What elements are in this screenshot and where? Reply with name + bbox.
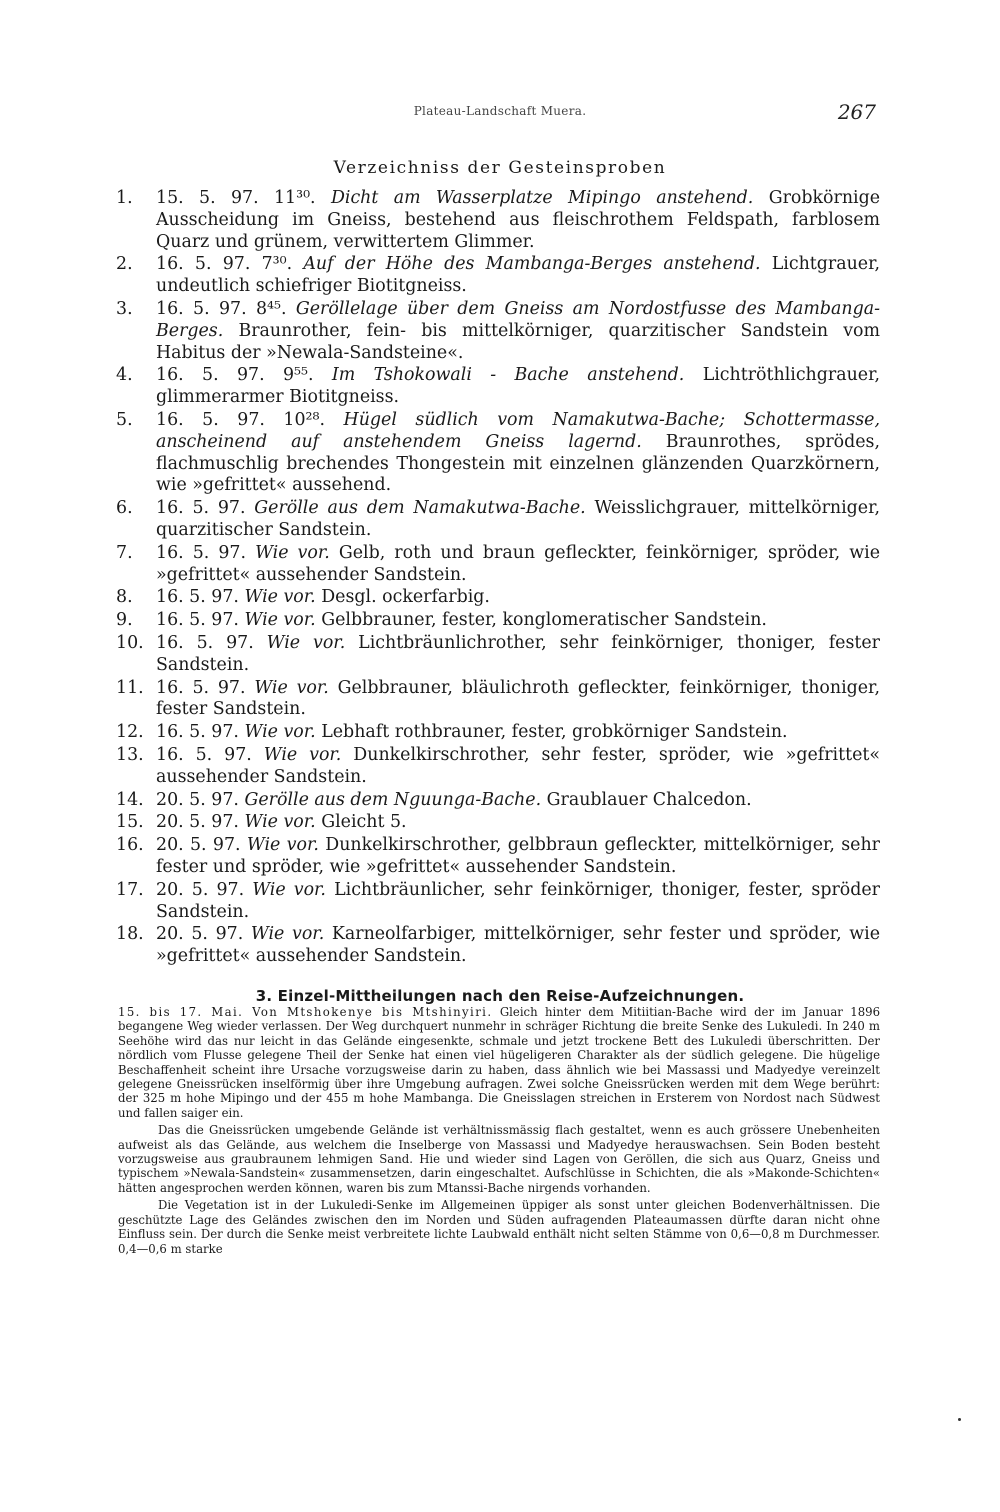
entry-body bbox=[156, 924, 880, 968]
entry-body bbox=[156, 880, 880, 924]
entry-description: Gelbbrauner, bläulichroth gefleckter, feinkörniger, thoniger, fester Sandstein. bbox=[156, 677, 880, 720]
list-item bbox=[116, 835, 880, 879]
entry-number: 15. bbox=[116, 812, 144, 833]
list-item bbox=[116, 633, 880, 677]
sample-list bbox=[116, 188, 880, 968]
list-item bbox=[116, 880, 880, 924]
entry-description: Gelb, roth und braun gefleckter, feinkörniger, spröder, wie »gefrittet« aussehender Sandstein. bbox=[156, 542, 880, 585]
paragraph-text: Gleich hinter dem Mitiitian-Bache wird der im Januar 1896 begangene Weg wieder verlassen. Der Weg durchquert nunmehr in schräger Richtung die breite Senke des Lukuledi. In 240 m Seehöhe wird das nur leicht in das Gelände eingesenkte, schmale und jetzt trockene Bett des Lukuledi überschritten. Der nördlich vom Flusse gelegene Theil der Senke hat einen viel hügeligeren Charakter als der südlich gelegene. Die hügelige Beschaffenheit scheint ihre Ursache vorzugsweise darin zu haben, dass ähnlich wie bei Massassi und Madyedye vereinzelt gelegene Gneissrücken inselförmig über ihre Umgebung aufragen. Zwei solche Gneissrücken werden mit dem Wege berührt: der 325 m hohe Mipingo und der 455 m hohe Mambanga. Die Gneisslagen streichen in Ersterem von Nordost nach Südwest und fallen saiger ein. bbox=[118, 1005, 881, 1120]
entry-location: Wie vor. bbox=[252, 879, 326, 900]
entry-date: 16. 5. 97. bbox=[156, 632, 254, 653]
list-item bbox=[116, 722, 880, 744]
entry-description: Gelbbrauner, fester, konglomeratischer Sandstein. bbox=[321, 610, 767, 631]
entry-description: Lichtröthlichgrauer, glimmerarmer Biotitgneiss. bbox=[156, 365, 880, 408]
entry-description: Lichtbräunlichrother, sehr feinkörniger, thoniger, fester Sandstein. bbox=[156, 632, 880, 675]
entry-location: Geröllelage über dem Gneiss am Nordostfusse des Mambanga-Berges. bbox=[156, 298, 880, 341]
entry-number: 3. bbox=[116, 298, 133, 319]
entry-number: 17. bbox=[116, 879, 144, 900]
entry-date: 16. 5. 97. 8⁴⁵. bbox=[156, 298, 287, 319]
entry-description: Braunrothes, sprödes, flachmuschlig brechendes Thongestein mit einzelnen glänzenden Quarzkörnern, wie »gefrittet« aussehend. bbox=[156, 431, 880, 496]
section-heading: 3. Einzel-Mittheilungen nach den Reise-Aufzeichnungen. bbox=[255, 987, 745, 1005]
entry-description: Karneolfarbiger, mittelkörniger, sehr fester und spröder, wie »gefrittet« aussehender Sandstein. bbox=[156, 924, 880, 967]
entry-number: 13. bbox=[116, 744, 144, 765]
entry-body bbox=[156, 812, 880, 834]
paragraph-lead: 15. bis 17. Mai. Von Mtshokenye bis Mtshinyiri. bbox=[118, 1005, 493, 1019]
entry-body bbox=[156, 835, 880, 879]
entry-number: 12. bbox=[116, 722, 144, 743]
entry-body bbox=[156, 745, 880, 789]
entry-number: 9. bbox=[116, 610, 133, 631]
entry-location: Hügel südlich vom Namakutwa-Bache; Schottermasse, anscheinend auf anstehendem Gneiss lagernd. bbox=[156, 409, 881, 452]
entry-date: 16. 5. 97. bbox=[156, 542, 247, 563]
entry-description: Grobkörnige Ausscheidung im Gneiss, bestehend aus fleischrothem Feldspath, farblosem Quarz und grünem, verwittertem Glimmer. bbox=[156, 188, 881, 252]
list-title: Verzeichniss der Gesteinsproben bbox=[333, 158, 667, 178]
entry-number: 14. bbox=[116, 789, 144, 810]
entry-description: Lichtbräunlicher, sehr feinkörniger, thoniger, fester, spröder Sandstein. bbox=[156, 879, 880, 922]
entry-location: Auf der Höhe des Mambanga-Berges anstehend. bbox=[303, 254, 761, 275]
entry-date: 20. 5. 97. bbox=[156, 812, 239, 833]
entry-body bbox=[156, 610, 880, 632]
entry-date: 16. 5. 97. bbox=[156, 587, 239, 608]
entry-number: 7. bbox=[116, 542, 133, 563]
entry-description: Braunrother, fein- bis mittelkörniger, quarzitischer Sandstein vom Habitus der »Newala-Sandsteine«. bbox=[156, 320, 881, 363]
entry-date: 16. 5. 97. 10²⁸. bbox=[156, 409, 326, 430]
entry-number: 1. bbox=[116, 188, 133, 208]
entry-date: 16. 5. 97. 7³⁰. bbox=[156, 254, 293, 275]
paragraph: Das die Gneissrücken umgebende Gelände ist verhältnissmässig flach gestaltet, wenn es auch grössere Unebenheiten aufweist als das Gelände, aus welchem die Inselberge von Massassi und Madyedye herauswachsen. Sein Boden besteht vorzugsweise aus graubraunem lehmigen Sand. Hie und wieder sind Lagen von Geröllen, die sich aus Quarz, Gneiss und typischem »Newala-Sandstein« zusammensetzen, darin eingeschaltet. Aufschlüsse in Schichten, die als »Makonde-Schichten« hätten angesprochen werden können, waren bis zum Mtanssi-Bache nirgends vorhanden. bbox=[118, 1123, 880, 1195]
entry-date: 20. 5. 97. bbox=[156, 835, 241, 856]
entry-body bbox=[156, 543, 880, 587]
entry-number: 5. bbox=[116, 409, 133, 430]
entry-date: 16. 5. 97. bbox=[156, 722, 239, 743]
list-item bbox=[116, 745, 880, 789]
entry-number: 16. bbox=[116, 835, 144, 856]
entry-body bbox=[156, 633, 880, 677]
entry-description: Lichtgrauer, undeutlich schiefriger Biotitgneiss. bbox=[156, 254, 881, 297]
entry-location: Wie vor. bbox=[263, 744, 342, 765]
list-item bbox=[116, 678, 880, 722]
entry-location: Dicht am Wasserplatze Mipingo anstehend. bbox=[330, 188, 754, 208]
list-item bbox=[116, 790, 880, 812]
paragraph: Die Vegetation ist in der Lukuledi-Senke im Allgemeinen üppiger als sonst unter gleichen Bodenverhältnissen. Die geschützte Lage des Geländes zwischen den im Norden und Süden aufragenden Plateaumassen dürfte daran nicht ohne Einfluss sein. Der durch die Senke meist verbreitete lichte Laubwald enthält nicht selten Stämme von 0,6—0,8 m Durchmesser. 0,4—0,6 m starke bbox=[118, 1198, 880, 1256]
entry-description: Graublauer Chalcedon. bbox=[546, 789, 752, 810]
entry-body bbox=[156, 365, 880, 409]
entry-body bbox=[156, 254, 880, 298]
entry-location: Wie vor. bbox=[244, 812, 316, 833]
entry-body bbox=[156, 790, 880, 812]
entry-date: 16. 5. 97. bbox=[156, 610, 239, 631]
entry-number: 4. bbox=[116, 365, 133, 386]
list-item bbox=[116, 498, 880, 542]
entry-location: Wie vor. bbox=[254, 677, 329, 698]
entry-body bbox=[156, 498, 880, 542]
entry-date: 20. 5. 97. bbox=[156, 879, 245, 900]
paragraph bbox=[118, 1005, 880, 1120]
entry-number: 6. bbox=[116, 498, 133, 519]
list-item bbox=[116, 924, 880, 968]
entry-date: 16. 5. 97. bbox=[156, 498, 246, 519]
entry-location: Wie vor. bbox=[255, 542, 330, 563]
entry-date: 20. 5. 97. bbox=[156, 924, 244, 945]
entry-body bbox=[156, 299, 880, 364]
entry-location: Wie vor. bbox=[266, 632, 346, 653]
entry-body bbox=[156, 722, 880, 744]
entry-location: Wie vor. bbox=[244, 610, 316, 631]
entry-location: Gerölle aus dem Namakutwa-Bache. bbox=[254, 498, 586, 519]
list-item bbox=[116, 543, 880, 587]
entry-description: Desgl. ockerfarbig. bbox=[321, 587, 490, 608]
page-number: 267 bbox=[837, 100, 876, 124]
list-item bbox=[116, 812, 880, 834]
entry-description: Weisslichgrauer, mittelkörniger, quarzitischer Sandstein. bbox=[156, 498, 881, 540]
entry-number: 18. bbox=[116, 924, 144, 945]
running-title: Plateau-Landschaft Muera. bbox=[413, 104, 587, 118]
entry-date: 16. 5. 97. 9⁵⁵. bbox=[156, 365, 314, 386]
entry-location: Wie vor. bbox=[244, 587, 316, 608]
entry-location: Wie vor. bbox=[250, 924, 325, 945]
entry-description: Dunkelkirschrother, gelbbraun gefleckter, mittelkörniger, sehr fester und spröder, wie »gefrittet« aussehender Sandstein. bbox=[156, 835, 880, 877]
list-item bbox=[116, 365, 880, 409]
entry-location: Wie vor. bbox=[246, 835, 319, 856]
entry-date: 16. 5. 97. bbox=[156, 677, 246, 698]
entry-body bbox=[156, 188, 880, 253]
entry-date: 20. 5. 97. bbox=[156, 789, 239, 810]
entry-body bbox=[156, 678, 880, 722]
entry-location: Im Tshokowali - Bache anstehend. bbox=[331, 365, 685, 386]
list-item bbox=[116, 610, 880, 632]
entry-number: 10. bbox=[116, 632, 144, 653]
entry-description: Lebhaft rothbrauner, fester, grobkörniger Sandstein. bbox=[321, 722, 788, 743]
entry-location: Wie vor. bbox=[244, 722, 316, 743]
entry-number: 2. bbox=[116, 254, 133, 275]
list-item bbox=[116, 254, 880, 298]
entry-description: Gleicht 5. bbox=[321, 812, 407, 833]
section-body bbox=[118, 1005, 880, 1259]
entry-date: 15. 5. 97. 11³⁰. bbox=[156, 188, 316, 208]
list-item bbox=[116, 587, 880, 609]
entry-number: 8. bbox=[116, 587, 133, 608]
speck-mark bbox=[958, 1418, 961, 1421]
entry-location: Gerölle aus dem Nguunga-Bache. bbox=[244, 789, 542, 810]
list-item bbox=[116, 188, 880, 253]
entry-date: 16. 5. 97. bbox=[156, 744, 252, 765]
entry-number: 11. bbox=[116, 677, 144, 698]
list-item bbox=[116, 410, 880, 497]
list-item bbox=[116, 299, 880, 364]
entry-description: Dunkelkirschrother, sehr fester, spröder, wie »gefrittet« aussehender Sandstein. bbox=[156, 744, 881, 787]
entry-body bbox=[156, 587, 880, 609]
entry-body bbox=[156, 410, 880, 497]
